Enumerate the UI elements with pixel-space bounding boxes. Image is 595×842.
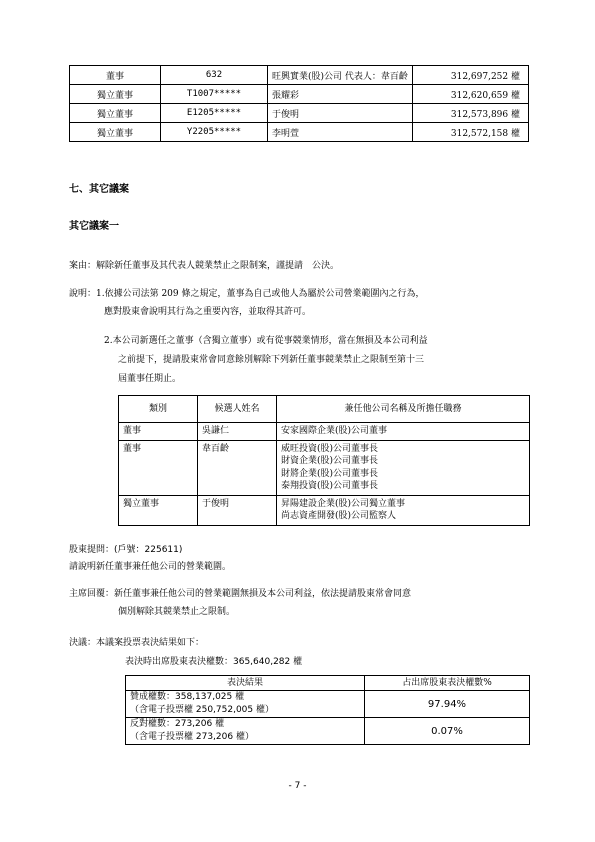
id-cell: T1007*****: [161, 85, 268, 104]
header-category: 類別: [119, 396, 198, 423]
category-cell: 董事: [119, 423, 198, 441]
vote-percentage: 97.94%: [365, 691, 530, 718]
table-row: [119, 423, 530, 441]
vote-line: （含電子投票權 273,206 權）: [130, 732, 254, 742]
vote-percentage: 0.07%: [365, 718, 530, 745]
role-cell: 獨立董事: [70, 85, 161, 104]
shareholder-question: 股東提問：(戶號：225611): [69, 545, 183, 555]
election-result-table: [69, 65, 529, 142]
chair-reply-line1: 主席回覆：新任董事兼任他公司的營業範圍無損及本公司利益，依法提請股東常會同意: [69, 589, 412, 599]
table-row: [119, 440, 530, 495]
table-row: [70, 123, 529, 142]
vote-line: 贊成權數：358,137,025 權: [130, 692, 245, 702]
explanation-item2-line2: 之前提下，提請股東常會同意餘別解除下列新任董事競業禁止之限制至第十三: [118, 355, 425, 365]
candidate-positions-table: [118, 395, 530, 526]
id-cell: 632: [161, 66, 268, 85]
table-row: [70, 66, 529, 85]
explanation-item2-line1: 2.本公司新選任之董事（含獨立董事）或有從事競業情形，當在無損及本公司利益: [104, 336, 428, 346]
position-line: 昇陽建設企業(股)公司獨立董事: [281, 498, 406, 509]
category-cell: 獨立董事: [119, 495, 198, 525]
vote-line: 反對權數：273,206 權: [130, 719, 225, 729]
section-title: 七、其它議案: [69, 184, 129, 195]
candidate-name-cell: 吳謙仁: [198, 423, 277, 441]
name-cell: 張耀彩: [268, 85, 413, 104]
table-header-row: [126, 676, 530, 691]
explanation-item1-line2: 應對股東會說明其行為之重要內容，並取得其許可。: [104, 307, 312, 317]
name-cell: 于俊明: [268, 104, 413, 123]
vote-detail-cell: [126, 691, 365, 718]
table-row: [70, 104, 529, 123]
name-cell: 旺興實業(股)公司 代表人：韋百齡: [268, 66, 413, 85]
header-percentage: 占出席股東表決權數%: [365, 676, 530, 691]
resolution-text: 決議：本議案投票表決結果如下：: [69, 638, 205, 648]
header-positions: 兼任他公司名稱及所擔任職務: [277, 396, 530, 423]
table-row: [126, 718, 530, 745]
votes-cell: 312,573,896 權: [412, 104, 528, 123]
chair-reply-line2: 個別解除其競業禁止之限制。: [118, 607, 236, 617]
id-cell: Y2205*****: [161, 123, 268, 142]
table-row: [70, 85, 529, 104]
role-cell: 董事: [70, 66, 161, 85]
vote-result-table: [125, 675, 530, 745]
role-cell: 獨立董事: [70, 123, 161, 142]
role-cell: 獨立董事: [70, 104, 161, 123]
table-header-row: [119, 396, 530, 423]
position-line: 威旺投資(股)公司董事長: [281, 443, 379, 454]
header-result: 表決結果: [126, 676, 365, 691]
question-text: 請說明新任董事兼任他公司的營業範圍。: [69, 562, 232, 572]
table-row: [126, 691, 530, 718]
votes-cell: 312,697,252 權: [412, 66, 528, 85]
category-cell: 董事: [119, 440, 198, 495]
vote-total: 表決時出席股東表決權數：365,640,282 權: [125, 657, 303, 667]
subsection-title: 其它議案一: [69, 221, 119, 232]
page-number: - 7 -: [288, 781, 307, 791]
position-line: 財資企業(股)公司董事長: [281, 456, 379, 466]
positions-cell: [277, 423, 530, 441]
header-name: 候選人姓名: [198, 396, 277, 423]
table-row: [119, 495, 530, 525]
proposal-text: 案由：解除新任董事及其代表人競業禁止之限制案，謹提請 公決。: [69, 261, 340, 271]
position-line: 財將企業(股)公司董事長: [281, 468, 379, 479]
vote-detail-cell: [126, 718, 365, 745]
votes-cell: 312,572,158 權: [412, 123, 528, 142]
position-line: 安家國際企業(股)公司董事: [281, 426, 388, 436]
positions-cell: [277, 495, 530, 525]
vote-line: （含電子投票權 250,752,005 權）: [130, 705, 274, 715]
id-cell: E1205*****: [161, 104, 268, 123]
explanation-item2-line3: 屆董事任期止。: [118, 374, 182, 384]
candidate-name-cell: 于俊明: [198, 495, 277, 525]
explanation-label: 說明：: [69, 289, 97, 299]
position-line: 泰翔投資(股)公司董事長: [281, 481, 379, 491]
positions-cell: [277, 440, 530, 495]
position-line: 尚志資產開發(股)公司監察人: [281, 511, 397, 521]
candidate-name-cell: 韋百齡: [198, 440, 277, 495]
votes-cell: 312,620,659 權: [412, 85, 528, 104]
explanation-item1-line1: 1.依據公司法第 209 條之規定，董事為自己或他人為屬於公司營業範圍內之行為，: [96, 289, 425, 299]
name-cell: 李明萱: [268, 123, 413, 142]
